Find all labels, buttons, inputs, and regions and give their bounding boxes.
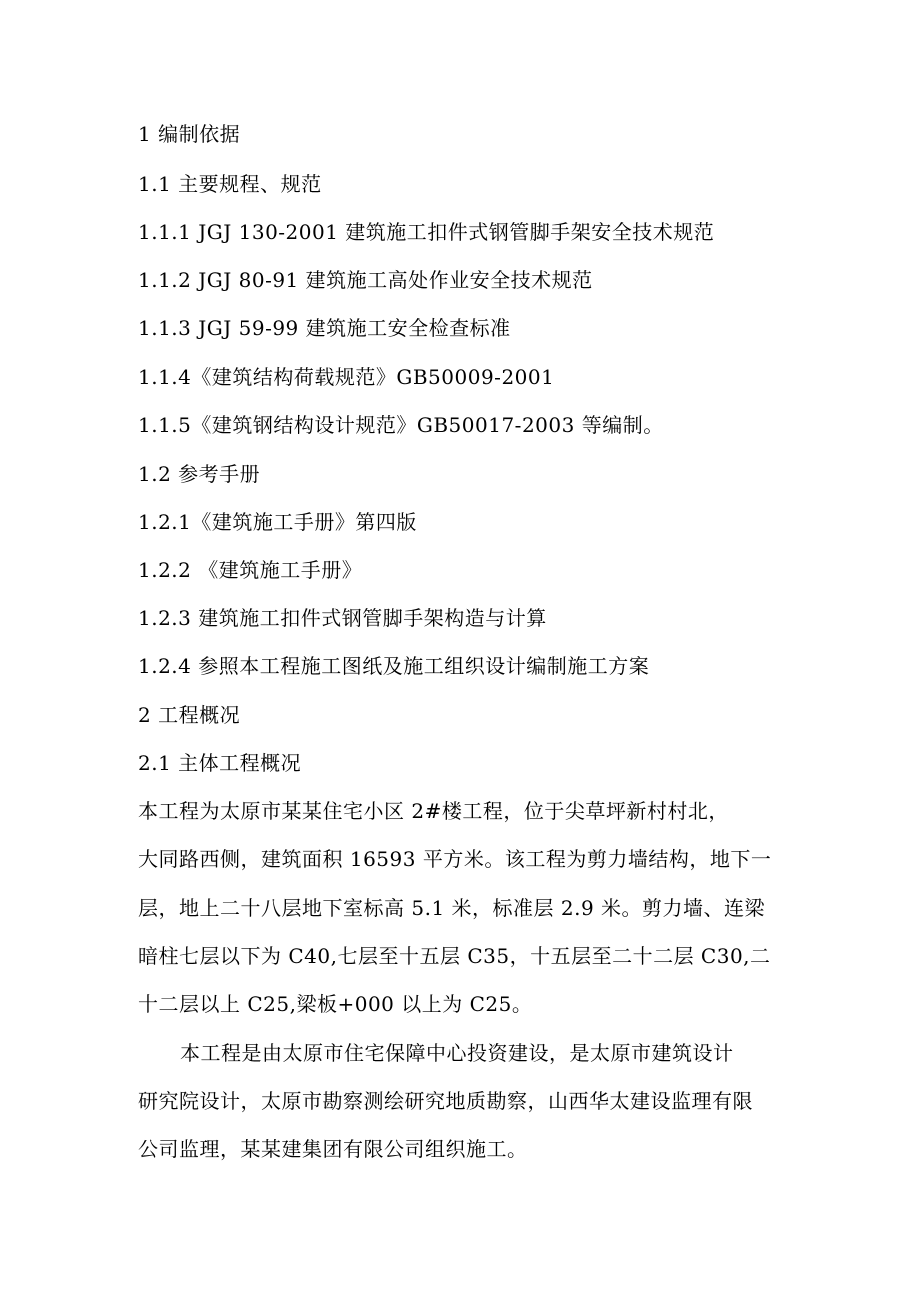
paragraph-1-line-3: 层，地上二十八层地下室标高 5.1 米，标准层 2.9 米。剪力墙、连梁 [138,896,766,920]
heading-2: 2 工程概况 [138,703,241,727]
paragraph-1-line-5: 十二层以上 C25,梁板+000 以上为 C25。 [138,992,533,1016]
item-1-1-5: 1.1.5《建筑钢结构设计规范》GB50017-2003 等编制。 [138,413,664,437]
item-1-2-1: 1.2.1《建筑施工手册》第四版 [138,510,417,534]
heading-2-1: 2.1 主体工程概况 [138,751,302,775]
item-1-2-4: 1.2.4 参照本工程施工图纸及施工组织设计编制施工方案 [138,654,650,678]
item-1-2-2: 1.2.2 《建筑施工手册》 [138,558,363,582]
heading-1: 1 编制依据 [138,122,241,146]
item-1-2-3: 1.2.3 建筑施工扣件式钢管脚手架构造与计算 [138,606,547,630]
paragraph-2-line-2: 研究院设计，太原市勘察测绘研究地质勘察，山西华太建设监理有限 [138,1089,753,1113]
heading-1-1: 1.1 主要规程、规范 [138,172,322,196]
item-1-1-4: 1.1.4《建筑结构荷载规范》GB50009-2001 [138,365,555,389]
paragraph-1-line-2: 大同路西侧，建筑面积 16593 平方米。该工程为剪力墙结构，地下一 [138,847,772,871]
item-1-1-2: 1.1.2 JGJ 80-91 建筑施工高处作业安全技术规范 [138,268,593,292]
paragraph-2-line-3: 公司监理，某某建集团有限公司组织施工。 [138,1137,528,1161]
paragraph-2-line-1: 本工程是由太原市住宅保障中心投资建设，是太原市建筑设计 [180,1041,734,1065]
heading-1-2: 1.2 参考手册 [138,462,261,486]
item-1-1-1: 1.1.1 JGJ 130-2001 建筑施工扣件式钢管脚手架安全技术规范 [138,220,715,244]
item-1-1-3: 1.1.3 JGJ 59-99 建筑施工安全检查标准 [138,316,511,340]
paragraph-1-line-4: 暗柱七层以下为 C40,七层至十五层 C35，十五层至二十二层 C30,二 [138,944,771,968]
paragraph-1-line-1: 本工程为太原市某某住宅小区 2#楼工程，位于尖草坪新村村北， [138,799,729,823]
